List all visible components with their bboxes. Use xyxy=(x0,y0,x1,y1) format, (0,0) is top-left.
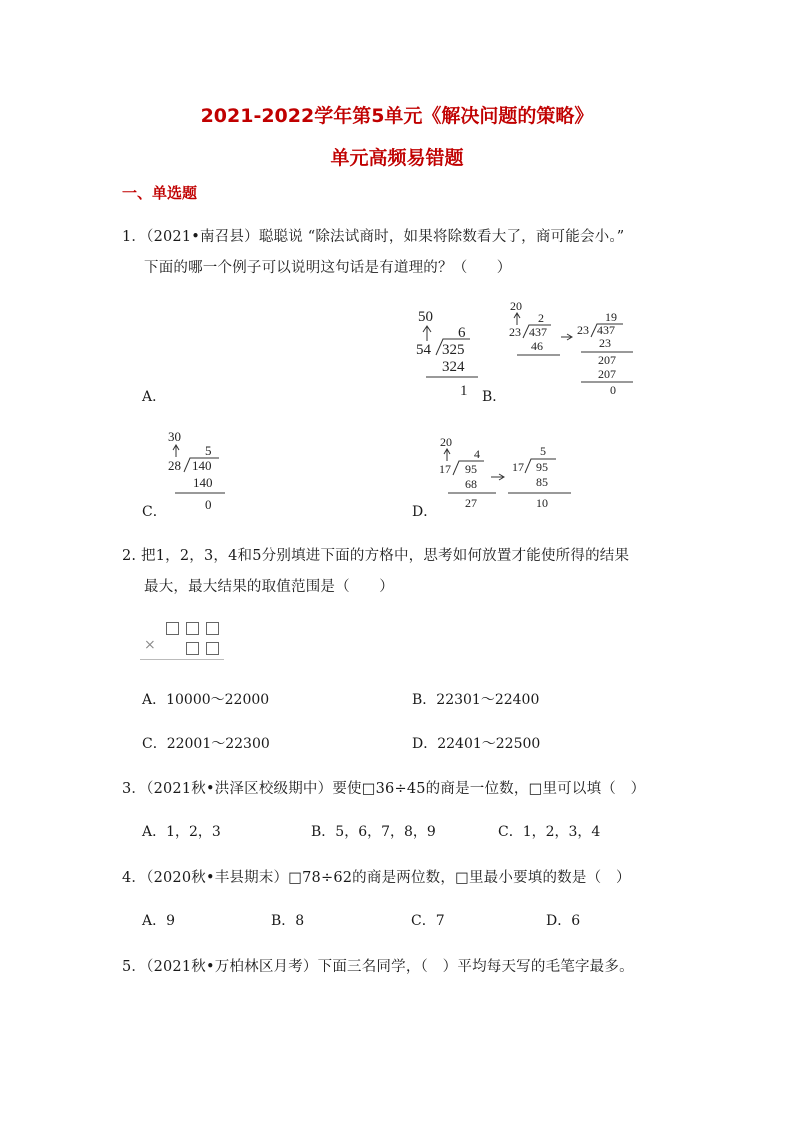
fig-b-dividend1: 437 xyxy=(529,325,547,339)
fig-c-arrow xyxy=(173,445,179,457)
digit-box[interactable] xyxy=(186,622,199,635)
fig-d-divisor1: 17 xyxy=(439,462,451,476)
question-3-option-b[interactable]: B．5，6，7，8，9 xyxy=(311,824,436,840)
page-subtitle: 单元高频易错题 xyxy=(330,147,464,169)
question-4-option-c[interactable]: C．7 xyxy=(411,913,445,929)
fig-c-remainder: 0 xyxy=(205,497,212,512)
fig-d-dividend2: 95 xyxy=(536,460,548,474)
fig-d-quotient2: 5 xyxy=(540,444,546,458)
question-1-option-a-label[interactable]: A． xyxy=(142,389,167,405)
fig-b-step3: 207 xyxy=(598,367,616,381)
fig-b-remainder: 0 xyxy=(610,383,616,397)
digit-box[interactable] xyxy=(186,642,199,655)
fig-a-remainder: 1 xyxy=(460,383,468,399)
question-2-option-c[interactable]: C．22001～22300 xyxy=(142,736,270,752)
question-1-line1: 1．（2021•南召县）聪聪说 “除法试商时，如果将除数看大了，商可能会小。” xyxy=(122,229,625,245)
fig-c-product: 140 xyxy=(193,475,213,490)
fig-d-transition-arrow xyxy=(491,474,504,480)
times-sign: × xyxy=(144,637,156,653)
fig-d-product1: 68 xyxy=(465,477,477,491)
question-1-line2: 下面的哪一个例子可以说明这句话是有道理的？（ ） xyxy=(144,260,512,276)
grid-underline xyxy=(140,659,224,660)
fig-d-divisor2: 17 xyxy=(512,460,524,474)
fig-a-dividend: 325 xyxy=(442,342,465,358)
question-1-figure-b xyxy=(505,297,645,397)
fig-c-hint: 30 xyxy=(168,429,181,444)
fig-b-step2: 207 xyxy=(598,353,616,367)
question-1-figure-c xyxy=(163,427,233,517)
digit-box[interactable] xyxy=(166,622,179,635)
question-1-option-c-label[interactable]: C． xyxy=(142,504,167,520)
question-2-line2: 最大，最大结果的取值范围是（ ） xyxy=(144,579,394,595)
fig-d-remainder2: 10 xyxy=(536,496,548,510)
fig-b-divisor1: 23 xyxy=(509,325,521,339)
question-2-line1: 2. 把1，2，3，4和5分别填进下面的方格中，思考如何放置才能使所得的结果 xyxy=(122,548,630,564)
question-1-option-b-label[interactable]: B． xyxy=(482,389,507,405)
fig-c-quotient: 5 xyxy=(205,443,212,458)
fig-b-dividend2: 437 xyxy=(597,323,615,337)
page-title: 2021-2022学年第5单元《解决问题的策略》 xyxy=(200,105,594,127)
question-4-option-a[interactable]: A．9 xyxy=(142,913,176,929)
fig-b-quotient1: 2 xyxy=(538,311,544,325)
fig-a-divisor: 54 xyxy=(416,342,431,358)
section-heading-single-choice: 一、单选题 xyxy=(122,184,198,202)
fig-d-quotient1: 4 xyxy=(474,447,480,461)
fig-d-arrow xyxy=(444,449,450,461)
fig-a-quotient: 6 xyxy=(458,325,466,341)
fig-a-hint: 50 xyxy=(418,309,433,325)
fig-d-product2: 85 xyxy=(536,475,548,489)
fig-a-product: 324 xyxy=(442,359,465,375)
question-2-option-d[interactable]: D．22401～22500 xyxy=(412,736,541,752)
fig-c-dividend: 140 xyxy=(192,458,212,473)
fig-b-divisor2: 23 xyxy=(577,323,589,337)
fig-b-quotient2: 19 xyxy=(605,310,617,324)
fig-d-remainder1: 27 xyxy=(465,496,477,510)
fig-b-arrow xyxy=(514,313,520,325)
question-1-option-d-label[interactable]: D． xyxy=(412,504,438,520)
question-3-option-a[interactable]: A．1，2，3 xyxy=(142,824,221,840)
question-2-option-a[interactable]: A．10000～22000 xyxy=(142,692,270,708)
fig-c-divisor: 28 xyxy=(168,458,181,473)
fig-a-arrow xyxy=(423,326,431,341)
fig-b-transition-arrow xyxy=(561,334,572,340)
question-4-option-d[interactable]: D．6 xyxy=(546,913,581,929)
question-3-text: 3．（2021秋•洪泽区校级期中）要使□36÷45的商是一位数，□里可以填（ ） xyxy=(122,781,646,797)
fig-d-hint: 20 xyxy=(440,435,452,449)
digit-box[interactable] xyxy=(206,622,219,635)
fig-d-dividend1: 95 xyxy=(465,462,477,476)
question-2-option-b[interactable]: B．22301～22400 xyxy=(412,692,540,708)
fig-b-hint: 20 xyxy=(510,299,522,313)
question-3-option-c[interactable]: C．1，2，3，4 xyxy=(498,824,601,840)
question-1-figure-d xyxy=(436,433,581,515)
question-5-text: 5．（2021秋•万柏林区月考）下面三名同学，（ ）平均每天写的毛笔字最多。 xyxy=(122,959,634,975)
fig-b-step1: 23 xyxy=(599,336,611,350)
fig-b-product1: 46 xyxy=(531,339,543,353)
question-1-figure-a xyxy=(410,305,485,400)
question-4-text: 4．（2020秋•丰县期末）□78÷62的商是两位数，□里最小要填的数是（ ） xyxy=(122,870,631,886)
digit-box[interactable] xyxy=(206,642,219,655)
question-4-option-b[interactable]: B．8 xyxy=(271,913,305,929)
question-2-multiplication-grid xyxy=(140,618,230,663)
